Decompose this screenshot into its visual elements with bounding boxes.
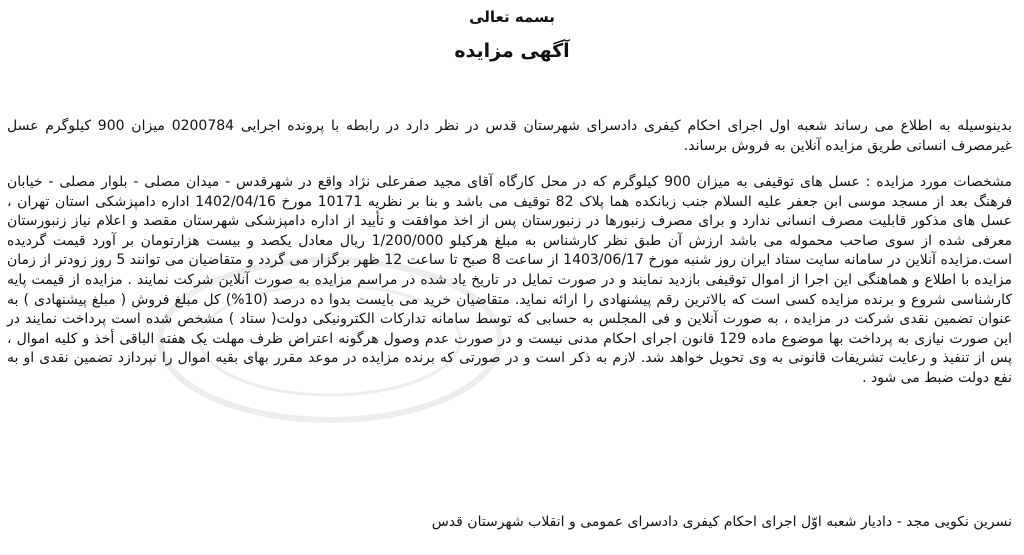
signature-line: نسرین نکویی مجد - دادیار شعبه اوّل اجرای احکام کیفری دادسرای عمومی و انقلاب شهرستان قدس <box>431 514 1012 530</box>
bismillah-heading: بسمه تعالی <box>469 8 555 26</box>
notice-title: آگهی مزایده <box>454 40 570 62</box>
auction-details-paragraph: مشخصات مورد مزایده : عسل های توقیفی به میزان 900 کیلوگرم که در محل کارگاه آقای مجید صفرعلی نژاد واقع در شهرقدس - میدان مصلی - بلوار مصلی - خیابان فرهنگ بعد از مسجد موسی ابن جعفر علیه السلام جنب زبانکده هما پلاک 82 توقیف می باشد و بنا بر نظریه 10171 مورخ 1402/04/16 اداره دامپزشکی استان تهران ، عسل های مذکور قابلیت مصرف انسانی ندارد و برای مصرف زنبورها در زنبورستان پس از اخذ موافقت و تأیید از اداره دامپزشکی شهرستان مقصد و اعلام نیاز زنبورستان معرفی شده از سوی صاحب محموله می باشد ارزش آن طبق نظر کارشناس به مبلغ هرکیلو 1/200/000 ریال معادل یکصد و بیست هزارتومان بر آورد قیمت گردیده است.مزایده آنلاین در سامانه سایت ستاد ایران روز شنبه مورخ 1403/06/17 از ساعت 8 صبح تا ساعت 12 ظهر برگزار می گردد و متقاضیان می توانند 5 روز زودتر از زمان مزایده با اطلاع و هماهنگی این اجرا از اموال توقیفی بازدید نمایند و در صورت تمایل در تاریخ یاد شده در مراسم مزایده به صورت آنلاین شرکت نمایند . مزایده از قیمت پایه کارشناسی شروع و برنده مزایده کسی است که بالاترین رقم پیشنهادی را ارائه نماید. متقاضیان خرید می بایست بدوا ده درصد (10%) کل مبلغ فروش ( مبلغ پیشنهادی ) به عنوان تضمین نقدی شرکت در مزایده ، به صورت آنلاین و فی المجلس به حسابی که توسط سامانه تدارکات الکترونیکی دولت( ستاد ) مشخص شده است پرداخت نمایند در این صورت نیازی به پرداخت بها موضوع ماده 129 قانون اجرای احکام مدنی نیست و در صورت عدم وصول هرگونه اعتراض ظرف مهلت یک هفته الباقی أخذ و کلیه اموال ، پس از تنفیذ و رعایت تشریفات قانونی به وی تحویل خواهد شد. لازم به ذکر است و در صورتی که برنده مزایده در موعد مقرر بهای بقیه اموال را نپردازد تضمین نقدی او به نفع دولت ضبط می شود . <box>7 174 1013 386</box>
intro-paragraph: بدینوسیله به اطلاع می رساند شعبه اول اجرای احکام کیفری دادسرای شهرستان قدس در نظر دارد در رابطه با پرونده اجرایی 0200784 میزان 900 کیلوگرم عسل غیرمصرف انسانی طریق مزایده آنلاین به فروش برساند. <box>7 118 1012 154</box>
